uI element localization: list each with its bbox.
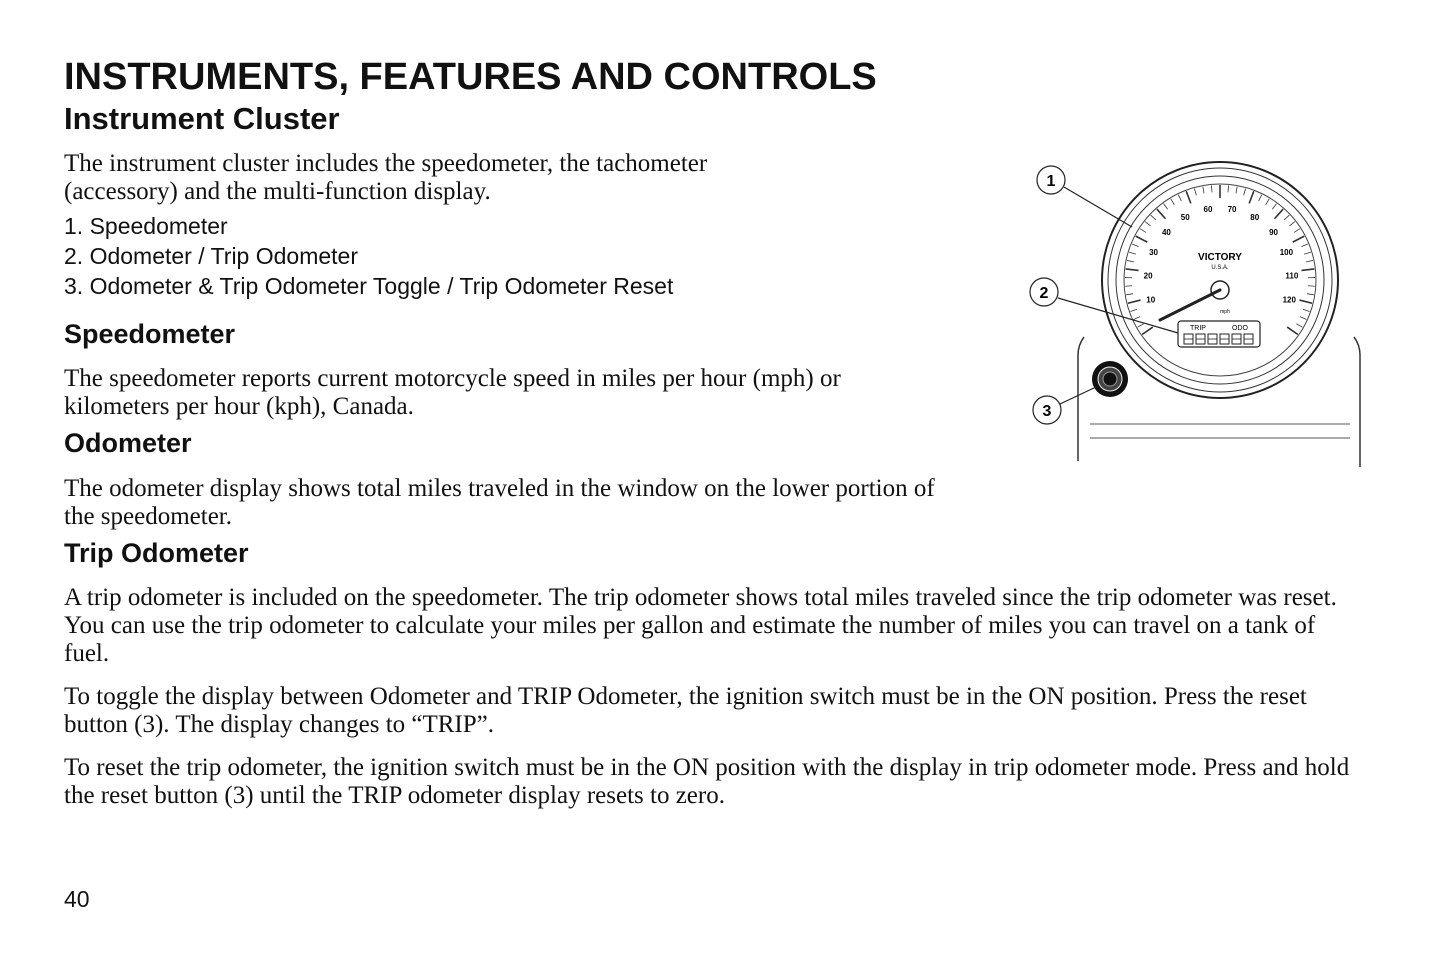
callout-1-label: 1 [1046,173,1056,190]
callout-3-label: 3 [1042,403,1052,420]
intro-paragraph: The instrument cluster includes the speedometer, the tachometer (accessory) and the multi-function display. [64,150,708,205]
heading-speedometer: Speedometer [64,319,236,349]
speed-label: 60 [1203,205,1213,215]
speed-label: 40 [1161,227,1171,237]
section-title-instrument-cluster: Instrument Cluster [64,101,340,136]
trip-paragraph-3: To reset the trip odometer, the ignition switch must be in the ON position with the display in trip odometer mode. Press and hold the reset button (3) until the TRIP odometer display resets to zero. [64,754,1350,809]
heading-trip-odometer: Trip Odometer [64,538,249,568]
trip-paragraph-2: To toggle the display between Odometer and TRIP Odometer, the ignition switch must be in the ON position. Press the reset button (3). The display changes to “TRIP”. [64,683,1307,738]
speed-label: 110 [1285,271,1299,281]
page-title: INSTRUMENTS, FEATURES AND CONTROLS [64,56,877,98]
heading-odometer: Odometer [64,428,192,458]
reset-button-cap [1103,372,1117,386]
speed-label: 70 [1227,205,1237,215]
speed-label: 100 [1279,248,1294,258]
speed-label: 50 [1180,212,1190,222]
callout-2-label: 2 [1039,285,1049,302]
speed-label: 120 [1282,295,1296,305]
speed-label: 90 [1269,227,1279,237]
speedometer-paragraph: The speedometer reports current motorcycle speed in miles per hour (mph) or kilometers per hour (kph), Canada. [64,365,841,420]
leader-line-1 [1064,187,1132,227]
brand-sub: U.S.A. [1211,265,1229,271]
brand-logo: VICTORY [1198,252,1242,263]
speed-label: 30 [1149,248,1159,258]
speed-label: 20 [1143,271,1153,281]
speed-label: 80 [1250,212,1260,222]
legend-item-speedometer: 1. Speedometer [64,213,228,239]
page-number: 40 [64,886,90,912]
legend-item-odometer: 2. Odometer / Trip Odometer [64,243,359,269]
gauge-unit-mark: mph [1220,309,1230,315]
trip-paragraph-1: A trip odometer is included on the speedometer. The trip odometer shows total miles traveled since the trip odometer was reset. You can use the trip odometer to calculate your miles per gallon and estimate the number of miles you can travel on a tank of fuel. [64,584,1337,667]
display-odo-label: ODO [1232,325,1248,332]
legend-item-toggle-reset: 3. Odometer & Trip Odometer Toggle / Trip Odometer Reset [64,273,674,299]
odometer-paragraph: The odometer display shows total miles traveled in the window on the lower portion of the speedometer. [64,475,935,530]
display-trip-label: TRIP [1190,325,1206,332]
speed-label: 10 [1146,295,1156,305]
callout-legend [64,211,673,301]
instrument-cluster-illustration [1020,155,1370,475]
